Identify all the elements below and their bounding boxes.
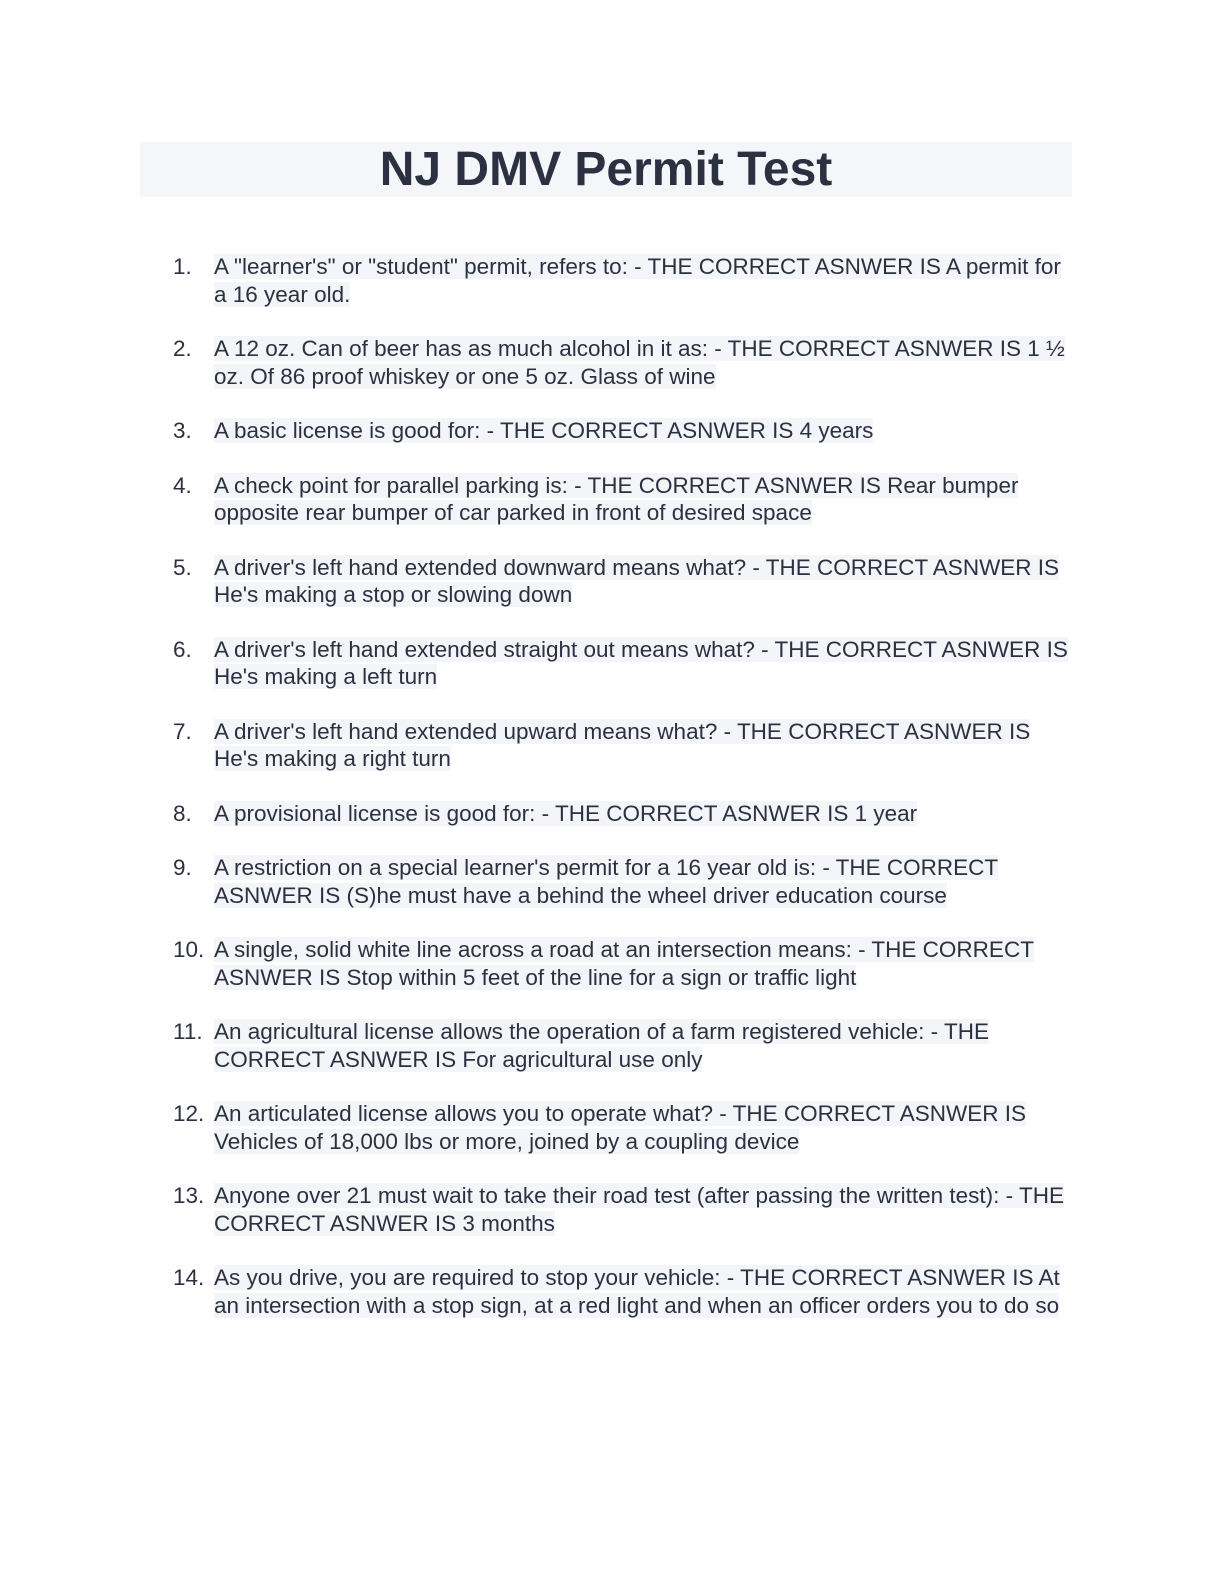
list-item — [173, 253, 1073, 308]
item-number: 14. — [173, 1265, 205, 1290]
list-item — [173, 1264, 1073, 1319]
item-number: 11. — [173, 1019, 203, 1044]
list-item — [173, 636, 1073, 691]
item-number: 1. — [173, 254, 192, 279]
list-item — [173, 335, 1073, 390]
item-text: Anyone over 21 must wait to take their road test (after passing the written test): - THE CORRECT ASNWER IS 3 months — [214, 1183, 1064, 1236]
list-item — [173, 554, 1073, 609]
item-number: 2. — [173, 336, 192, 361]
item-text: A driver's left hand extended straight out means what? - THE CORRECT ASNWER IS He's making a left turn — [214, 636, 1068, 689]
item-number: 7. — [173, 718, 192, 744]
item-text: A driver's left hand extended downward means what? - THE CORRECT ASNWER IS He's making a stop or slowing down — [214, 554, 1060, 607]
item-number: 13. — [173, 1183, 205, 1208]
item-text: An articulated license allows you to operate what? - THE CORRECT ASNWER IS Vehicles of 18,000 lbs or more, joined by a coupling device — [214, 1101, 1026, 1154]
item-text: As you drive, you are required to stop your vehicle: - THE CORRECT ASNWER IS At an intersection with a stop sign, at a red light and when an officer orders you to do so — [214, 1265, 1060, 1318]
item-number: 8. — [173, 800, 192, 826]
item-number: 5. — [173, 554, 192, 580]
item-number: 3. — [173, 418, 192, 443]
item-text: A "learner's" or "student" permit, refers to: - THE CORRECT ASNWER IS A permit for a 16 year old. — [214, 254, 1061, 307]
item-text: A provisional license is good for: - THE CORRECT ASNWER IS 1 year — [214, 800, 918, 826]
list-item — [173, 472, 1073, 527]
item-number: 12. — [173, 1101, 205, 1126]
item-number: 4. — [173, 472, 192, 498]
item-number: 10. — [173, 937, 205, 962]
item-text: A restriction on a special learner's permit for a 16 year old is: - THE CORRECT ASNWER IS (S)he must have a behind the wheel driver education course — [214, 855, 999, 908]
list-item — [173, 718, 1073, 773]
page-title: NJ DMV Permit Test — [379, 143, 833, 196]
item-text: A 12 oz. Can of beer has as much alcohol in it as: - THE CORRECT ASNWER IS 1 ½ oz. Of 86 proof whiskey or one 5 oz. Glass of wine — [214, 336, 1065, 389]
list-item — [173, 1182, 1073, 1237]
list-item — [173, 800, 1073, 828]
list-item — [173, 1018, 1073, 1073]
list-item — [173, 854, 1073, 909]
item-text: A check point for parallel parking is: - THE CORRECT ASNWER IS Rear bumper opposite rear bumper of car parked in front of desired space — [214, 472, 1019, 525]
item-text: A basic license is good for: - THE CORRECT ASNWER IS 4 years — [214, 418, 874, 443]
item-number: 6. — [173, 636, 192, 662]
item-text: An agricultural license allows the operation of a farm registered vehicle: - THE CORRECT ASNWER IS For agricultural use only — [214, 1019, 989, 1072]
list-item — [173, 417, 1073, 445]
question-list — [173, 253, 1073, 1346]
item-text: A driver's left hand extended upward means what? - THE CORRECT ASNWER IS He's making a right turn — [214, 718, 1031, 771]
list-item — [173, 936, 1073, 991]
item-number: 9. — [173, 855, 192, 880]
item-text: A single, solid white line across a road at an intersection means: - THE CORRECT ASNWER IS Stop within 5 feet of the line for a sign or traffic light — [214, 937, 1034, 990]
list-item — [173, 1100, 1073, 1155]
